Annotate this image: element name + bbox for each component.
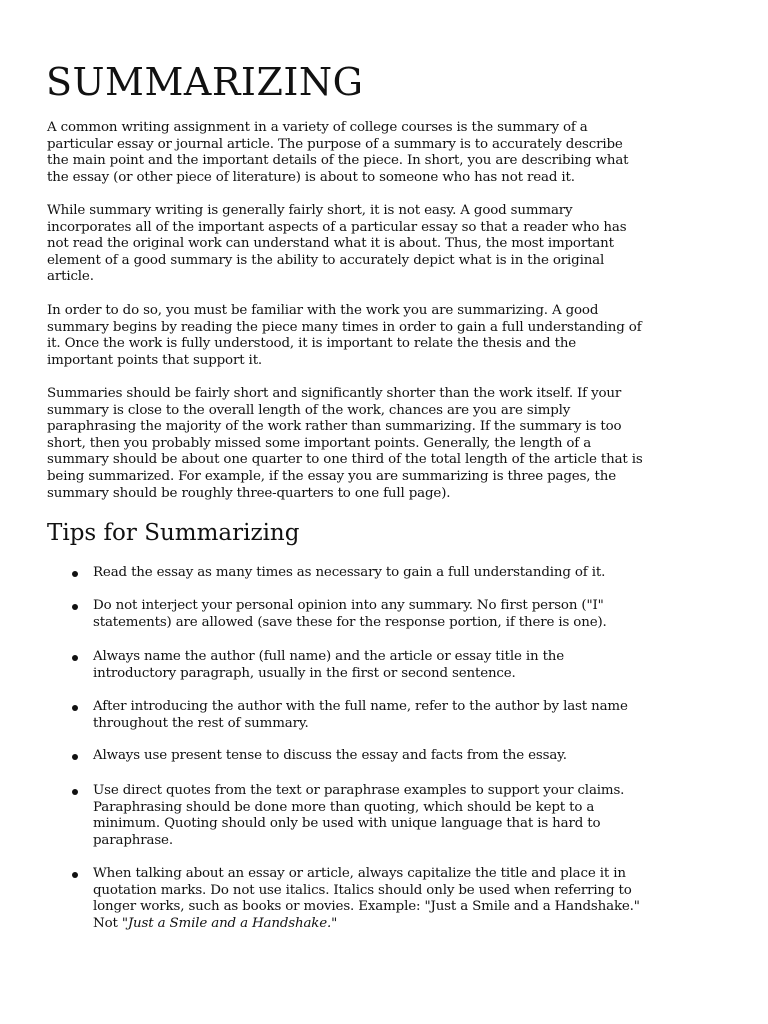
text-line: Always use present tense to discuss the essay and facts from the essay.	[93, 748, 567, 763]
text-line: the essay (or other piece of literature) is about to someone who has not read it.	[47, 169, 575, 185]
text-line: minimum. Quoting should only be used with unique language that is hard to	[93, 816, 601, 832]
bullet-icon	[72, 571, 78, 577]
list-item	[93, 565, 605, 582]
section-heading: Tips for Summarizing	[47, 520, 300, 546]
body-paragraph	[47, 303, 642, 369]
text-line: paraphrasing the majority of the work rather than summarizing. If the summary is too	[47, 419, 622, 435]
text-line: Use direct quotes from the text or paraphrase examples to support your claims.	[93, 783, 625, 798]
list-item	[93, 748, 567, 765]
text-line: statements) are allowed (save these for the response portion, if there is one).	[93, 614, 607, 630]
text-line: summary is close to the overall length of the work, chances are you are simply	[47, 402, 571, 418]
text-line: short, then you probably missed some important points. Generally, the length of a	[47, 435, 592, 451]
list-item	[93, 699, 628, 732]
text-line: In order to do so, you must be familiar with the work you are summarizing. A good	[47, 303, 599, 318]
bullet-icon	[72, 604, 78, 610]
text-line: incorporates all of the important aspects of a particular essay so that a reader who has	[47, 219, 627, 235]
page-title: SUMMARIZING	[46, 60, 364, 104]
bullet-icon	[72, 655, 78, 661]
list-item	[93, 866, 640, 932]
text-line: introductory paragraph, usually in the first or second sentence.	[93, 665, 516, 681]
italic-example: Just a Smile and a Handshake.	[127, 915, 332, 931]
list-item	[93, 783, 624, 849]
text-line: longer works, such as books or movies. Example: "Just a Smile and a Handshake."	[93, 899, 640, 915]
bullet-icon	[72, 705, 78, 711]
text-line: the main point and the important details of the piece. In short, you are describing what	[47, 153, 629, 169]
text-line: article.	[47, 269, 94, 285]
text-line: Always name the author (full name) and the article or essay title in the	[93, 649, 565, 664]
list-item	[93, 598, 607, 631]
text-line: Summaries should be fairly short and significantly shorter than the work itself. If your	[47, 386, 622, 401]
text-line: Do not interject your personal opinion into any summary. No first person ("I"	[93, 598, 604, 613]
text-line: important points that support it.	[47, 352, 263, 368]
bullet-icon	[72, 754, 78, 760]
list-item	[93, 649, 564, 682]
bullet-icon	[72, 789, 78, 795]
text-line: After introducing the author with the full name, refer to the author by last name	[93, 699, 628, 714]
text-line: summary begins by reading the piece many times in order to gain a full understanding of	[47, 319, 642, 335]
text-line: Paraphrasing should be done more than quoting, which should be kept to a	[93, 799, 595, 815]
text-line: particular essay or journal article. The purpose of a summary is to accurately describe	[47, 136, 623, 152]
text-line: throughout the rest of summary.	[93, 715, 309, 731]
text-line	[93, 916, 640, 933]
text-line: Read the essay as many times as necessary to gain a full understanding of it.	[93, 565, 606, 580]
text-line: summary should be roughly three-quarters to one full page).	[47, 485, 451, 501]
text-line: element of a good summary is the ability to accurately depict what is in the original	[47, 252, 605, 268]
text-prefix: Not "	[93, 915, 128, 931]
text-line: quotation marks. Do not use italics. Italics should only be used when referring to	[93, 882, 632, 898]
text-line: A common writing assignment in a variety of college courses is the summary of a	[47, 120, 588, 135]
body-paragraph	[47, 120, 628, 186]
text-line: summary should be about one quarter to one third of the total length of the article that is	[47, 452, 643, 468]
body-paragraph	[47, 203, 626, 286]
text-line: paraphrase.	[93, 832, 173, 848]
text-line: not read the original work can understand what it is about. Thus, the most important	[47, 236, 614, 252]
text-line: it. Once the work is fully understood, it is important to relate the thesis and the	[47, 336, 577, 352]
text-line: being summarized. For example, if the essay you are summarizing is three pages, the	[47, 468, 616, 484]
text-suffix: "	[331, 915, 338, 931]
bullet-icon	[72, 872, 78, 878]
text-line: While summary writing is generally fairly short, it is not easy. A good summary	[47, 203, 573, 218]
body-paragraph	[47, 386, 643, 502]
text-line: When talking about an essay or article, always capitalize the title and place it in	[93, 866, 626, 881]
